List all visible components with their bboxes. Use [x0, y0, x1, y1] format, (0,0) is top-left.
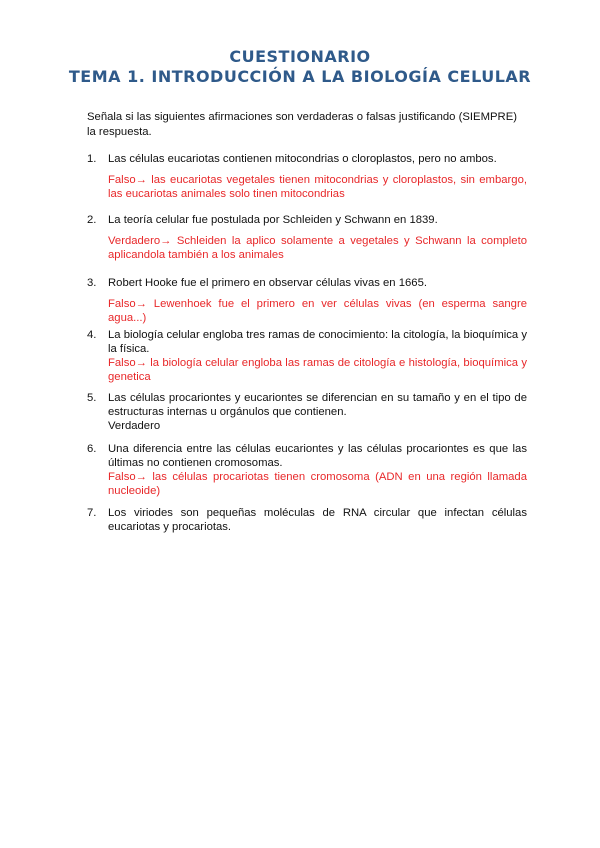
question-text: La teoría celular fue postulada por Schleiden y Schwann en 1839.: [108, 214, 438, 226]
question-item: [87, 328, 527, 384]
question-text: Los viriodes son pequeñas moléculas de RNA circular que infectan células eucariotas y procariotas.: [108, 507, 527, 533]
answer-text: Falso→ las eucariotas vegetales tienen mitocondrias y cloroplastos, sin embargo, las eucariotas animales solo tinen mitocondrias: [108, 174, 527, 200]
question-text: La biología celular engloba tres ramas de conocimiento: la citología, la bioquímica y la física.: [108, 329, 527, 355]
question-number: 6.: [87, 443, 97, 455]
question-text: Una diferencia entre las células eucariontes y las células procariontes es que las últimas no contienen cromosomas.: [108, 443, 527, 469]
answer-text: Verdadero→ Schleiden la aplico solamente a vegetales y Schwann la completo aplicandola también a los animales: [108, 235, 527, 261]
question-item: [87, 391, 527, 433]
question-item: [87, 442, 527, 498]
question-item: [87, 276, 527, 325]
question-number: 4.: [87, 329, 97, 341]
question-number: 1.: [87, 153, 97, 165]
question-number: 7.: [87, 507, 97, 519]
question-number: 5.: [87, 392, 97, 404]
answer-text: Falso→ la biología celular engloba las ramas de citología e histología, bioquímica y genetica: [108, 357, 527, 383]
page-title: CUESTIONARIO: [229, 47, 371, 66]
answer-text: Falso→ Lewenhoek fue el primero en ver células vivas (en esperma sangre agua...): [108, 298, 527, 324]
question-number: 2.: [87, 214, 97, 226]
answer-text: Falso→ las células procariotas tienen cromosoma (ADN en una región llamada nucleoide): [108, 471, 527, 497]
page-subtitle: TEMA 1. INTRODUCCIÓN A LA BIOLOGÍA CELULAR: [68, 67, 532, 86]
question-number: 3.: [87, 277, 97, 289]
question-text: Las células eucariotas contienen mitocondrias o cloroplastos, pero no ambos.: [108, 153, 497, 165]
instructions: Señala si las siguientes afirmaciones son verdaderas o falsas justificando (SIEMPRE) la respuesta.: [87, 111, 517, 138]
question-text: Las células procariontes y eucariontes se diferencian en su tamaño y en el tipo de estructuras internas u orgánulos que contienen.: [108, 392, 527, 418]
answer-text: Verdadero: [108, 420, 161, 432]
question-item: [87, 213, 527, 262]
question-item: [87, 152, 527, 201]
question-text: Robert Hooke fue el primero en observar células vivas en 1665.: [108, 277, 427, 289]
question-item: [87, 506, 527, 534]
